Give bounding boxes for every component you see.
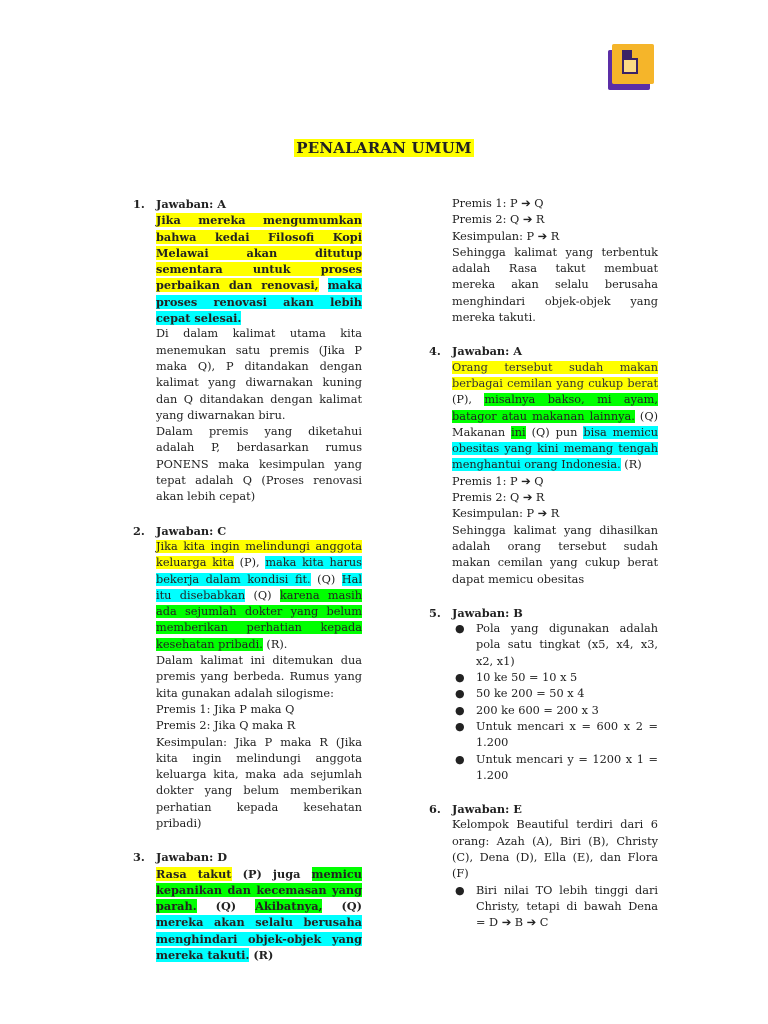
explanation-paragraph: Di dalam kalimat utama kita menemukan satu premis (Jika P maka Q), P ditandakan dengan kalimat yang diwarnakan kuning dan Q ditandakan dengan kalimat yang diwarnakan biru. — [156, 327, 362, 422]
answer-item-3 — [133, 849, 362, 963]
answer-label: Jawaban: A — [156, 197, 227, 211]
item-number: 3. — [133, 850, 145, 865]
premise-line: Premis 2: Q ➔ R — [452, 491, 545, 505]
premise-line: Premis 1: Jika P maka Q — [156, 702, 295, 716]
highlight-cyan: maka proses renovasi akan lebih cepat selesai. — [156, 278, 362, 326]
list-item: ● 10 ke 50 = 10 x 5 — [452, 670, 658, 686]
list-item: ● Pola yang digunakan adalah pola satu tingkat (x5, x4, x3, x2, x1) — [455, 622, 658, 668]
answer-item-6 — [429, 801, 658, 931]
highlight-green: karena masih ada sejumlah dokter yang belum memberikan perhatian kepada kesehatan pribadi. — [156, 588, 363, 651]
highlight-cyan: maka kita harus bekerja dalam kondisi fit. — [156, 556, 362, 586]
item-number: 1. — [133, 197, 145, 211]
answer-item-1 — [133, 196, 362, 506]
bullet-list — [452, 621, 658, 784]
bullet-icon: ● — [455, 622, 465, 636]
answer-item-3-continued — [452, 196, 658, 326]
bullet-icon: ● — [455, 883, 465, 897]
list-item: ● 200 ke 600 = 200 x 3 — [452, 703, 658, 719]
bullet-icon: ● — [455, 671, 465, 685]
premise-line: Premis 1: P ➔ Q — [452, 474, 544, 488]
bullet-list — [452, 883, 658, 932]
item-number: 5. — [429, 605, 441, 620]
explanation-paragraph: Dalam kalimat ini ditemukan dua premis yang berbeda. Rumus yang kita gunakan adalah silogisme: — [156, 654, 362, 700]
page-title: PENALARAN UMUM — [296, 139, 472, 157]
answer-label: Jawaban: E — [452, 802, 522, 817]
highlight-cyan: Hal itu disebabkan — [156, 572, 362, 602]
answer-label: Jawaban: C — [156, 523, 227, 538]
answer-label: Jawaban: D — [156, 850, 228, 865]
bullet-icon: ● — [455, 703, 465, 717]
highlight-yellow: Jika mereka mengumumkan bahwa kedai Filosofi Kopi Melawai akan ditutup sementara untuk proses perbaikan dan renovasi, — [156, 213, 362, 293]
item-number: 4. — [429, 344, 441, 359]
conclusion-line: Kesimpulan: P ➔ R — [452, 507, 560, 521]
highlight-yellow: Jika kita ingin melindungi anggota keluarga kita — [156, 539, 362, 570]
list-item: ● 50 ke 200 = 50 x 4 — [452, 686, 658, 702]
list-item: ● Untuk mencari y = 1200 x 1 = 1.200 — [455, 752, 658, 782]
item-number: 6. — [429, 802, 441, 817]
highlight-green: ini — [511, 425, 526, 439]
premise-sentence: Orang tersebut sudah makan berbagai cemilan yang cukup berat (P), misalnya bakso, mi ayam, batagor atau makanan lainnya. (Q) Makanan ini (Q) pun bisa memicu obesitas yang kini memang tengah menghantui orang Indonesia. (R) — [452, 360, 658, 472]
highlight-green: misalnya bakso, mi ayam, batagor atau makanan lainnya. — [452, 393, 658, 423]
explanation-paragraph: Sehingga kalimat yang dihasilkan adalah orang tersebut sudah makan cemilan yang cukup berat dapat memicu obesitas — [452, 523, 658, 586]
explanation-paragraph: Kelompok Beautiful terdiri dari 6 orang: Azah (A), Biri (B), Christy (C), Dena (D), Ella (E), dan Flora (F) — [452, 818, 658, 881]
left-column — [133, 196, 363, 980]
highlight-cyan: mereka akan selalu berusaha menghindari objek-objek yang mereka takuti. — [156, 915, 362, 963]
premise-sentence — [156, 212, 362, 326]
explanation-paragraph: Dalam premis yang diketahui adalah P, berdasarkan rumus PONENS maka kesimpulan yang tepat adalah Q (Proses renovasi akan lebih cepat) — [156, 425, 362, 504]
conclusion-line: Kesimpulan: Jika P maka R (Jika kita ingin melindungi anggota keluarga kita, maka ada sejumlah dokter yang belum memberikan perhatian kepada kesehatan pribadi) — [156, 735, 362, 830]
highlight-green: Akibatnya, — [255, 899, 323, 914]
answer-item-2 — [133, 523, 363, 833]
premise-line: Premis 2: Q ➔ R — [452, 213, 545, 227]
answer-item-4 — [429, 343, 658, 587]
highlight-green: memicu kepanikan dan kecemasan yang parah. — [156, 866, 362, 914]
conclusion-line: Kesimpulan: P ➔ R — [452, 229, 560, 243]
highlight-yellow: Orang tersebut sudah makan berbagai cemilan yang cukup berat — [452, 360, 658, 390]
list-item: ● Biri nilai TO lebih tinggi dari Christy, tetapi di bawah Dena = D ➔ B ➔ C — [455, 883, 658, 930]
answer-item-5 — [429, 605, 658, 784]
list-item: ● Untuk mencari x = 600 x 2 = 1.200 — [455, 719, 658, 750]
answer-label: Jawaban: B — [452, 605, 523, 620]
explanation-paragraph: Sehingga kalimat yang terbentuk adalah Rasa takut membuat mereka akan selalu berusaha menghindari objek-objek yang mereka takuti. — [452, 245, 658, 325]
bullet-icon: ● — [455, 719, 465, 733]
premise-sentence: Rasa takut (P) juga memicu kepanikan dan kecemasan yang parah. (Q) Akibatnya, (Q) mereka akan selalu berusaha menghindari objek-objek yang mereka takuti. (R) — [156, 866, 362, 963]
book-logo-icon — [608, 44, 656, 90]
highlight-cyan: bisa memicu obesitas yang kini memang tengah menghantui orang Indonesia. — [452, 425, 658, 472]
premise-line: Premis 2: Jika Q maka R — [156, 719, 296, 733]
bullet-icon: ● — [455, 752, 465, 766]
highlight-yellow: Rasa takut — [156, 866, 232, 881]
premise-sentence: Jika kita ingin melindungi anggota keluarga kita (P), maka kita harus bekerja dalam kondisi fit. (Q) Hal itu disebabkan (Q) karena masih ada sejumlah dokter yang belum memberikan perhatian kepada kesehatan pribadi. (R). — [156, 539, 363, 651]
bullet-icon: ● — [455, 687, 465, 701]
item-number: 2. — [133, 523, 145, 538]
premise-line: Premis 1: P ➔ Q — [452, 197, 544, 210]
answer-label: Jawaban: A — [452, 344, 523, 359]
right-column — [429, 196, 658, 948]
